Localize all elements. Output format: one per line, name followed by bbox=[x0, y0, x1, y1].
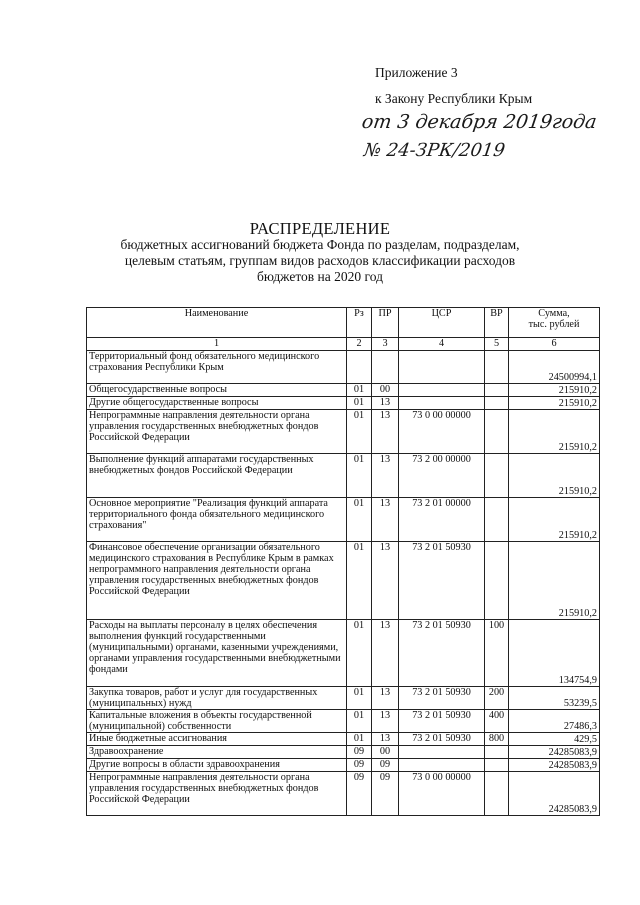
column-number: 4 bbox=[399, 338, 485, 351]
header-csr: ЦСР bbox=[399, 308, 485, 338]
row-csr bbox=[399, 759, 485, 772]
row-rz: 01 bbox=[347, 542, 372, 620]
row-sum: 27486,3 bbox=[509, 710, 600, 733]
row-csr: 73 0 00 00000 bbox=[399, 410, 485, 454]
row-sum: 215910,2 bbox=[509, 384, 600, 397]
subtitle-line: целевым статьям, группам видов расходов классификации расходов bbox=[124, 253, 516, 268]
row-name: Территориальный фонд обязательного медицинского страхования Республики Крым bbox=[87, 351, 347, 384]
row-sum: 215910,2 bbox=[509, 397, 600, 410]
row-pr: 13 bbox=[372, 498, 399, 542]
appendix-header bbox=[375, 64, 533, 106]
row-name: Финансовое обеспечение организации обязательного медицинского страхования в Республике Крым в рамках непрограммного направления деятельности органа управления государственных внебюджетных фондов Российской Федерации bbox=[87, 542, 347, 620]
column-number: 1 bbox=[87, 338, 347, 351]
row-sum: 215910,2 bbox=[509, 498, 600, 542]
table-row bbox=[87, 687, 600, 710]
row-rz: 01 bbox=[347, 710, 372, 733]
row-rz: 01 bbox=[347, 397, 372, 410]
header-sum: Сумма, тыс. рублей bbox=[509, 308, 600, 338]
row-csr bbox=[399, 397, 485, 410]
row-vr: 200 bbox=[485, 687, 509, 710]
row-pr: 13 bbox=[372, 687, 399, 710]
row-sum: 429,5 bbox=[509, 733, 600, 746]
row-vr bbox=[485, 351, 509, 384]
row-csr: 73 2 01 50930 bbox=[399, 733, 485, 746]
row-pr: 00 bbox=[372, 384, 399, 397]
row-vr: 800 bbox=[485, 733, 509, 746]
subtitle-line: бюджетных ассигнований бюджета Фонда по разделам, подразделам, bbox=[120, 237, 520, 252]
row-csr bbox=[399, 746, 485, 759]
handwritten-law-number: № 24-ЗРК/2019 bbox=[362, 140, 507, 161]
row-sum: 24285083,9 bbox=[509, 772, 600, 816]
row-name: Закупка товаров, работ и услуг для государственных (муниципальных) нужд bbox=[87, 687, 347, 710]
handwritten-date: от 3 декабря 2019года bbox=[360, 110, 599, 133]
law-reference: к Закону Республики Крым bbox=[375, 91, 533, 106]
table-row bbox=[87, 351, 600, 384]
row-rz: 01 bbox=[347, 454, 372, 498]
header-pr: ПР bbox=[372, 308, 399, 338]
row-pr: 09 bbox=[372, 759, 399, 772]
row-vr bbox=[485, 397, 509, 410]
table-row bbox=[87, 710, 600, 733]
table-row bbox=[87, 772, 600, 816]
table-row bbox=[87, 733, 600, 746]
row-sum: 24285083,9 bbox=[509, 746, 600, 759]
row-vr bbox=[485, 746, 509, 759]
column-number-row bbox=[87, 338, 600, 351]
row-pr: 13 bbox=[372, 410, 399, 454]
row-pr: 13 bbox=[372, 620, 399, 687]
row-pr: 13 bbox=[372, 542, 399, 620]
row-sum: 134754,9 bbox=[509, 620, 600, 687]
row-rz: 01 bbox=[347, 620, 372, 687]
row-name: Общегосударственные вопросы bbox=[87, 384, 347, 397]
handwritten-date-signature bbox=[360, 108, 600, 166]
row-vr bbox=[485, 384, 509, 397]
row-rz: 09 bbox=[347, 746, 372, 759]
header-rz: Рз bbox=[347, 308, 372, 338]
row-sum: 24500994,1 bbox=[509, 351, 600, 384]
row-pr: 13 bbox=[372, 454, 399, 498]
row-name: Непрограммные направления деятельности органа управления государственных внебюджетных фондов Российской Федерации bbox=[87, 772, 347, 816]
row-csr: 73 2 01 50930 bbox=[399, 687, 485, 710]
row-pr: 09 bbox=[372, 772, 399, 816]
column-number: 5 bbox=[485, 338, 509, 351]
row-pr bbox=[372, 351, 399, 384]
table-row bbox=[87, 542, 600, 620]
row-name: Основное мероприятие "Реализация функций аппарата территориального фонда обязательного медицинского страхования" bbox=[87, 498, 347, 542]
row-csr bbox=[399, 351, 485, 384]
column-number: 2 bbox=[347, 338, 372, 351]
table-row bbox=[87, 410, 600, 454]
table-row bbox=[87, 498, 600, 542]
row-rz: 01 bbox=[347, 687, 372, 710]
subtitle-line: бюджетов на 2020 год bbox=[257, 269, 383, 284]
row-name: Капитальные вложения в объекты государственной (муниципальной) собственности bbox=[87, 710, 347, 733]
row-name: Здравоохранение bbox=[87, 746, 347, 759]
budget-allocation-table bbox=[86, 307, 600, 816]
row-rz: 01 bbox=[347, 733, 372, 746]
row-sum: 215910,2 bbox=[509, 454, 600, 498]
row-pr: 13 bbox=[372, 733, 399, 746]
row-vr bbox=[485, 759, 509, 772]
row-vr bbox=[485, 772, 509, 816]
table-row bbox=[87, 454, 600, 498]
table-row bbox=[87, 384, 600, 397]
row-csr: 73 0 00 00000 bbox=[399, 772, 485, 816]
table-header-row bbox=[87, 308, 600, 338]
row-name: Непрограммные направления деятельности органа управления государственных внебюджетных фондов Российской Федерации bbox=[87, 410, 347, 454]
row-name: Другие вопросы в области здравоохранения bbox=[87, 759, 347, 772]
row-sum: 53239,5 bbox=[509, 687, 600, 710]
row-csr bbox=[399, 384, 485, 397]
row-vr bbox=[485, 410, 509, 454]
row-csr: 73 2 00 00000 bbox=[399, 454, 485, 498]
row-rz: 01 bbox=[347, 384, 372, 397]
row-sum: 24285083,9 bbox=[509, 759, 600, 772]
column-number: 6 bbox=[509, 338, 600, 351]
row-vr bbox=[485, 498, 509, 542]
row-name: Иные бюджетные ассигнования bbox=[87, 733, 347, 746]
appendix-number: Приложение 3 bbox=[375, 65, 458, 80]
row-name: Другие общегосударственные вопросы bbox=[87, 397, 347, 410]
row-sum: 215910,2 bbox=[509, 410, 600, 454]
row-vr: 400 bbox=[485, 710, 509, 733]
row-rz: 01 bbox=[347, 498, 372, 542]
row-pr: 13 bbox=[372, 397, 399, 410]
row-pr: 00 bbox=[372, 746, 399, 759]
row-pr: 13 bbox=[372, 710, 399, 733]
header-vr: ВР bbox=[485, 308, 509, 338]
row-sum: 215910,2 bbox=[509, 542, 600, 620]
column-number: 3 bbox=[372, 338, 399, 351]
row-rz bbox=[347, 351, 372, 384]
row-csr: 73 2 01 50930 bbox=[399, 620, 485, 687]
row-rz: 09 bbox=[347, 772, 372, 816]
row-csr: 73 2 01 50930 bbox=[399, 542, 485, 620]
document-subtitle bbox=[80, 237, 560, 285]
document-title: РАСПРЕДЕЛЕНИЕ bbox=[249, 219, 391, 238]
row-csr: 73 2 01 50930 bbox=[399, 710, 485, 733]
row-csr: 73 2 01 00000 bbox=[399, 498, 485, 542]
row-rz: 01 bbox=[347, 410, 372, 454]
row-rz: 09 bbox=[347, 759, 372, 772]
row-name: Расходы на выплаты персоналу в целях обеспечения выполнения функций государственными (муниципальными) органами, казенными учреждениями, органами управления государственными внебюджетными фондами bbox=[87, 620, 347, 687]
table-row bbox=[87, 397, 600, 410]
row-vr bbox=[485, 454, 509, 498]
table-row bbox=[87, 746, 600, 759]
row-vr bbox=[485, 542, 509, 620]
row-name: Выполнение функций аппаратами государственных внебюджетных фондов Российской Федерации bbox=[87, 454, 347, 498]
row-vr: 100 bbox=[485, 620, 509, 687]
header-name: Наименование bbox=[87, 308, 347, 338]
table-row bbox=[87, 759, 600, 772]
table-row bbox=[87, 620, 600, 687]
